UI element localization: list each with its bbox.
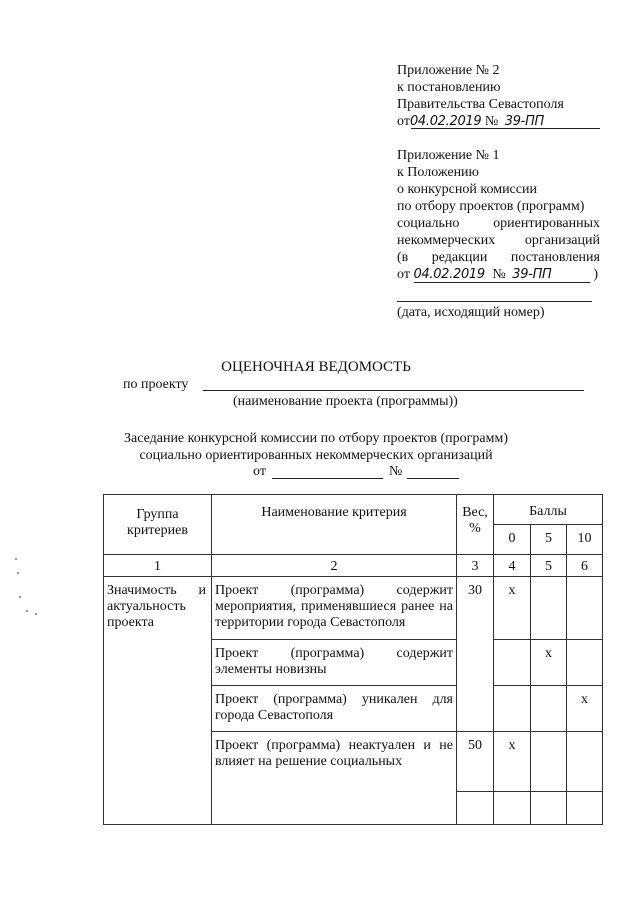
appendix1-date: 04.02.2019 — [413, 267, 485, 282]
header-points: Баллы — [494, 495, 603, 525]
header-criterion: Наименование критерия — [212, 495, 457, 555]
appendix2-line3: Правительства Севастополя — [397, 97, 564, 112]
criterion-cell: Проект (программа) содержит мероприятия, применявшиеся ранее на территории города Севастополя — [212, 577, 457, 640]
column-number-6: 6 — [567, 555, 603, 577]
mark-x — [494, 640, 530, 646]
appendix2-date-underline — [411, 128, 600, 129]
group-name: Значимость и актуальность проекта — [107, 583, 206, 630]
appendix1-close-paren: ) — [593, 267, 598, 282]
meeting-date-underline — [272, 478, 383, 479]
mark-x — [494, 686, 530, 692]
mark-x — [567, 640, 602, 646]
date-number-caption: (дата, исходящий номер) — [397, 305, 545, 320]
appendix1-date-line — [397, 266, 602, 283]
criterion-cell: Проект (программа) уникален для города Севастополя — [212, 686, 457, 732]
table-header-row — [104, 495, 603, 525]
appendix1-line2: к Положению — [397, 165, 480, 180]
header-group: Группа критериев — [104, 495, 212, 555]
column-number-5: 5 — [531, 555, 567, 577]
mark-x — [567, 577, 602, 583]
project-underline — [203, 390, 584, 391]
appendix1-date-underline — [414, 282, 590, 283]
meeting-date-line — [253, 463, 266, 480]
mark-x: х — [508, 583, 516, 598]
weight-cell: 30 — [457, 577, 494, 732]
meeting-line1: Заседание конкурсной комиссии по отбору проектов (программ) — [123, 431, 509, 446]
criterion-cell: Проект (программа) содержит элементы новизны — [212, 640, 457, 686]
empty-cell — [494, 792, 531, 825]
table-row — [104, 577, 603, 640]
mark-5-cell — [531, 577, 567, 640]
date-number-underline — [397, 301, 592, 302]
column-number-4: 4 — [494, 555, 531, 577]
appendix1-line1: Приложение № 1 — [397, 148, 500, 163]
project-caption: (наименование проекта (программы)) — [233, 394, 458, 409]
appendix1-no-label: № — [492, 267, 506, 282]
meeting-number-underline — [407, 478, 459, 479]
mark-5-cell — [531, 640, 567, 686]
header-points-5: 5 — [531, 525, 567, 555]
empty-cell — [457, 792, 494, 825]
meeting-from-label: от — [253, 464, 266, 479]
evaluation-table — [103, 494, 603, 825]
table-number-row — [104, 555, 603, 577]
mark-x: х — [545, 646, 552, 661]
appendix1-number: 39-ПП — [512, 267, 552, 282]
appendix2-line1: Приложение № 2 — [397, 63, 500, 78]
empty-cell — [567, 792, 603, 825]
mark-x — [531, 577, 566, 583]
mark-x: х — [581, 692, 588, 707]
appendix2-number: 39-ПП — [504, 114, 545, 129]
mark-0-cell — [494, 577, 531, 640]
meeting-no-label: № — [389, 464, 403, 479]
mark-0-cell — [494, 686, 531, 732]
column-number-1: 1 — [104, 555, 212, 577]
column-number-2: 2 — [212, 555, 457, 577]
mark-x — [531, 732, 566, 738]
mark-5-cell — [531, 732, 567, 792]
mark-10-cell — [567, 732, 603, 792]
appendix2-no-label: № — [484, 114, 499, 129]
mark-10-cell — [567, 640, 603, 686]
mark-x: х — [508, 738, 516, 753]
appendix1-from-label: от — [397, 267, 410, 282]
page-title: ОЦЕНОЧНАЯ ВЕДОМОСТЬ — [221, 359, 411, 375]
header-points-10: 10 — [567, 525, 603, 555]
group-name-cell — [104, 577, 212, 825]
mark-x — [531, 686, 566, 692]
mark-0-cell — [494, 640, 531, 686]
column-number-3: 3 — [457, 555, 494, 577]
appendix1-line6: некоммерческих организаций — [397, 233, 600, 248]
criterion-cell: Проект (программа) неактуален и не влияет на решение социальных — [212, 732, 457, 825]
appendix2-from-label: от — [397, 114, 410, 129]
appendix1-line7: (в редакции постановления — [397, 250, 600, 265]
appendix1-line5: социально ориентированных — [397, 216, 600, 231]
appendix2-date: 04.02.2019 — [409, 114, 482, 129]
mark-5-cell — [531, 686, 567, 732]
weight-cell: 50 — [457, 732, 494, 792]
meeting-line2: социально ориентированных некоммерческих организаций — [139, 448, 493, 463]
appendix2-line2: к постановлению — [397, 80, 501, 95]
header-points-0: 0 — [494, 525, 531, 555]
appendix1-line4: по отбору проектов (программ) — [397, 199, 585, 214]
appendix1-line3: о конкурсной комиссии — [397, 182, 537, 197]
mark-x — [567, 732, 602, 738]
project-label: по проекту — [123, 377, 189, 392]
empty-cell — [531, 792, 567, 825]
mark-10-cell — [567, 577, 603, 640]
mark-10-cell — [567, 686, 603, 732]
header-weight: Вес, % — [457, 495, 494, 555]
mark-0-cell — [494, 732, 531, 792]
